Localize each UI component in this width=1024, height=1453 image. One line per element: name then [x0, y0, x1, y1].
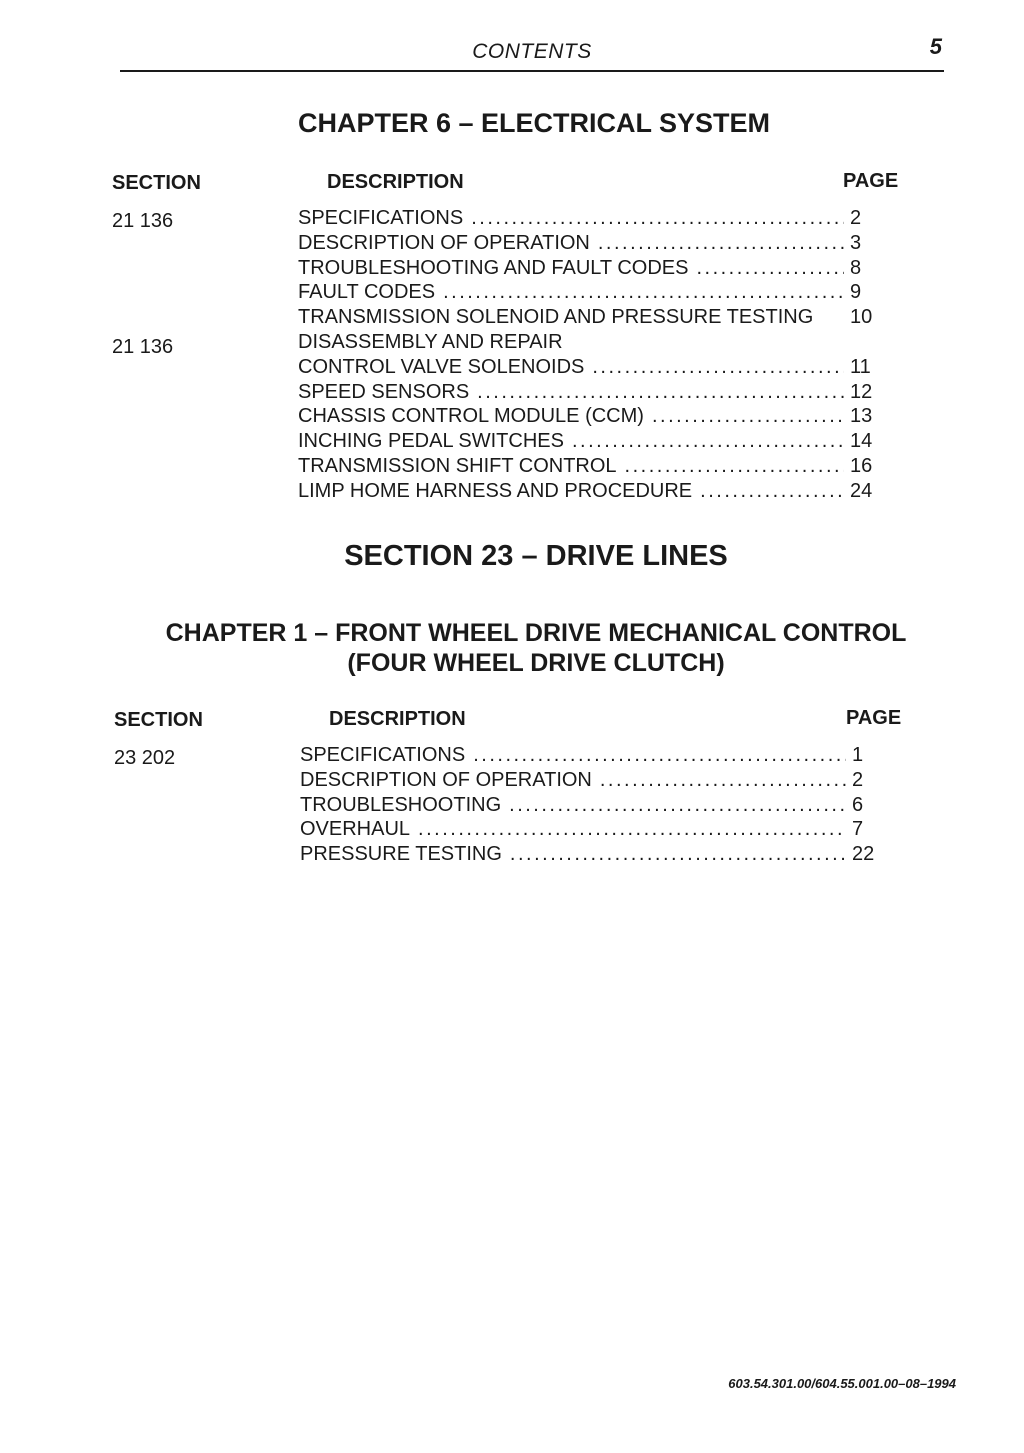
- toc-entry: [298, 330, 876, 355]
- toc-entry: [298, 479, 876, 504]
- chapter-6-title: CHAPTER 6 – ELECTRICAL SYSTEM: [297, 108, 771, 138]
- dot-leader: [572, 429, 844, 454]
- toc-entry-page: 16: [850, 454, 873, 477]
- toc-entry-page: 12: [850, 380, 873, 403]
- chapter-1-title-line-2: (FOUR WHEEL DRIVE CLUTCH): [347, 649, 725, 677]
- ch1-description-column-header: DESCRIPTION: [329, 708, 466, 730]
- toc-entry-page: 14: [850, 430, 873, 453]
- toc-entry-title: OVERHAUL: [300, 818, 411, 841]
- dot-leader: [700, 479, 844, 504]
- toc-entry: [298, 454, 876, 479]
- toc-entry-title: CHASSIS CONTROL MODULE (CCM): [298, 405, 644, 428]
- toc-entry-page: 3: [850, 231, 862, 254]
- toc-entry-page: 24: [850, 479, 873, 502]
- chapter-1-title-line-1: CHAPTER 1 – FRONT WHEEL DRIVE MECHANICAL CONTROL: [165, 619, 907, 647]
- dot-leader: [418, 817, 846, 842]
- toc-entry: [300, 793, 878, 818]
- toc-entry-title: DISASSEMBLY AND REPAIR: [298, 330, 563, 353]
- toc-entry-page: 2: [852, 768, 864, 791]
- toc-entry-page: 2: [850, 207, 862, 229]
- dot-leader: [625, 454, 844, 479]
- toc-entry: [300, 768, 878, 793]
- toc-entry: [300, 842, 878, 867]
- toc-entry-title: CONTROL VALVE SOLENOIDS: [298, 355, 585, 378]
- toc-entry-title: SPECIFICATIONS: [298, 207, 464, 229]
- dot-leader: [652, 404, 844, 429]
- dot-leader: [509, 793, 846, 818]
- toc-entry-page: 6: [852, 793, 864, 816]
- toc-entry-title: SPEED SENSORS: [298, 380, 470, 403]
- section-23-title: SECTION 23 – DRIVE LINES: [344, 540, 728, 572]
- toc-entry-title: PRESSURE TESTING: [300, 843, 502, 866]
- dot-leader: [510, 842, 846, 867]
- toc-entry-page: 10: [850, 306, 873, 329]
- toc-entry-page: 11: [850, 355, 871, 378]
- dot-leader: [592, 355, 844, 380]
- toc-entry-title: DESCRIPTION OF OPERATION: [300, 768, 592, 791]
- dot-leader: [471, 206, 844, 231]
- running-header: [120, 34, 944, 72]
- toc-entry: [298, 355, 876, 380]
- ch1-section-code: 23 202: [114, 747, 176, 769]
- dot-leader: [443, 280, 844, 305]
- toc-entry: [298, 305, 876, 330]
- toc-entry: [298, 404, 876, 429]
- dot-leader: [696, 256, 844, 281]
- toc-entry: [300, 817, 878, 842]
- toc-entry-title: DESCRIPTION OF OPERATION: [298, 231, 590, 254]
- toc-entry-page: 9: [850, 281, 862, 304]
- toc-entry-title: TRANSMISSION SHIFT CONTROL: [298, 454, 617, 477]
- dot-leader: [477, 380, 844, 405]
- toc-entry: [298, 256, 876, 281]
- ch6-section-column-header: SECTION: [112, 172, 201, 194]
- toc-entry-page: 8: [850, 256, 862, 279]
- ch6-toc-list: [298, 206, 876, 504]
- page-number: 5: [929, 34, 942, 59]
- toc-entry-title: TROUBLESHOOTING AND FAULT CODES: [298, 256, 689, 279]
- ch1-toc-list: [300, 743, 878, 867]
- dot-leader: [598, 231, 844, 256]
- toc-entry-title: SPECIFICATIONS: [300, 744, 466, 766]
- toc-entry-page: 22: [852, 843, 875, 866]
- toc-entry-title: TROUBLESHOOTING: [300, 793, 502, 816]
- ch6-description-column-header: DESCRIPTION: [327, 171, 464, 193]
- ch6-page-column-header: PAGE: [843, 170, 899, 192]
- running-title: CONTENTS: [472, 40, 592, 63]
- document-code: 603.54.301.00/604.55.001.00–08–1994: [728, 1376, 956, 1391]
- toc-entry: [298, 231, 876, 256]
- ch6-section-code: 21 136: [112, 210, 174, 232]
- toc-entry-title: LIMP HOME HARNESS AND PROCEDURE: [298, 479, 693, 502]
- dot-leader: [600, 768, 846, 793]
- ch1-section-column-header: SECTION: [114, 709, 203, 731]
- toc-entry: [298, 380, 876, 405]
- toc-entry-page: 1: [852, 744, 864, 766]
- ch1-page-column-header: PAGE: [846, 707, 902, 729]
- toc-entry-page: 7: [852, 818, 864, 841]
- toc-entry: [298, 206, 876, 231]
- ch6-section-code: 21 136: [112, 336, 174, 358]
- toc-entry-title: TRANSMISSION SOLENOID AND PRESSURE TESTING: [298, 306, 814, 329]
- toc-entry-title: INCHING PEDAL SWITCHES: [298, 430, 564, 453]
- toc-entry: [298, 429, 876, 454]
- toc-entry-page: 13: [850, 405, 873, 428]
- toc-entry: [298, 280, 876, 305]
- toc-entry: [300, 743, 878, 768]
- dot-leader: [473, 743, 846, 768]
- toc-entry-title: FAULT CODES: [298, 281, 436, 304]
